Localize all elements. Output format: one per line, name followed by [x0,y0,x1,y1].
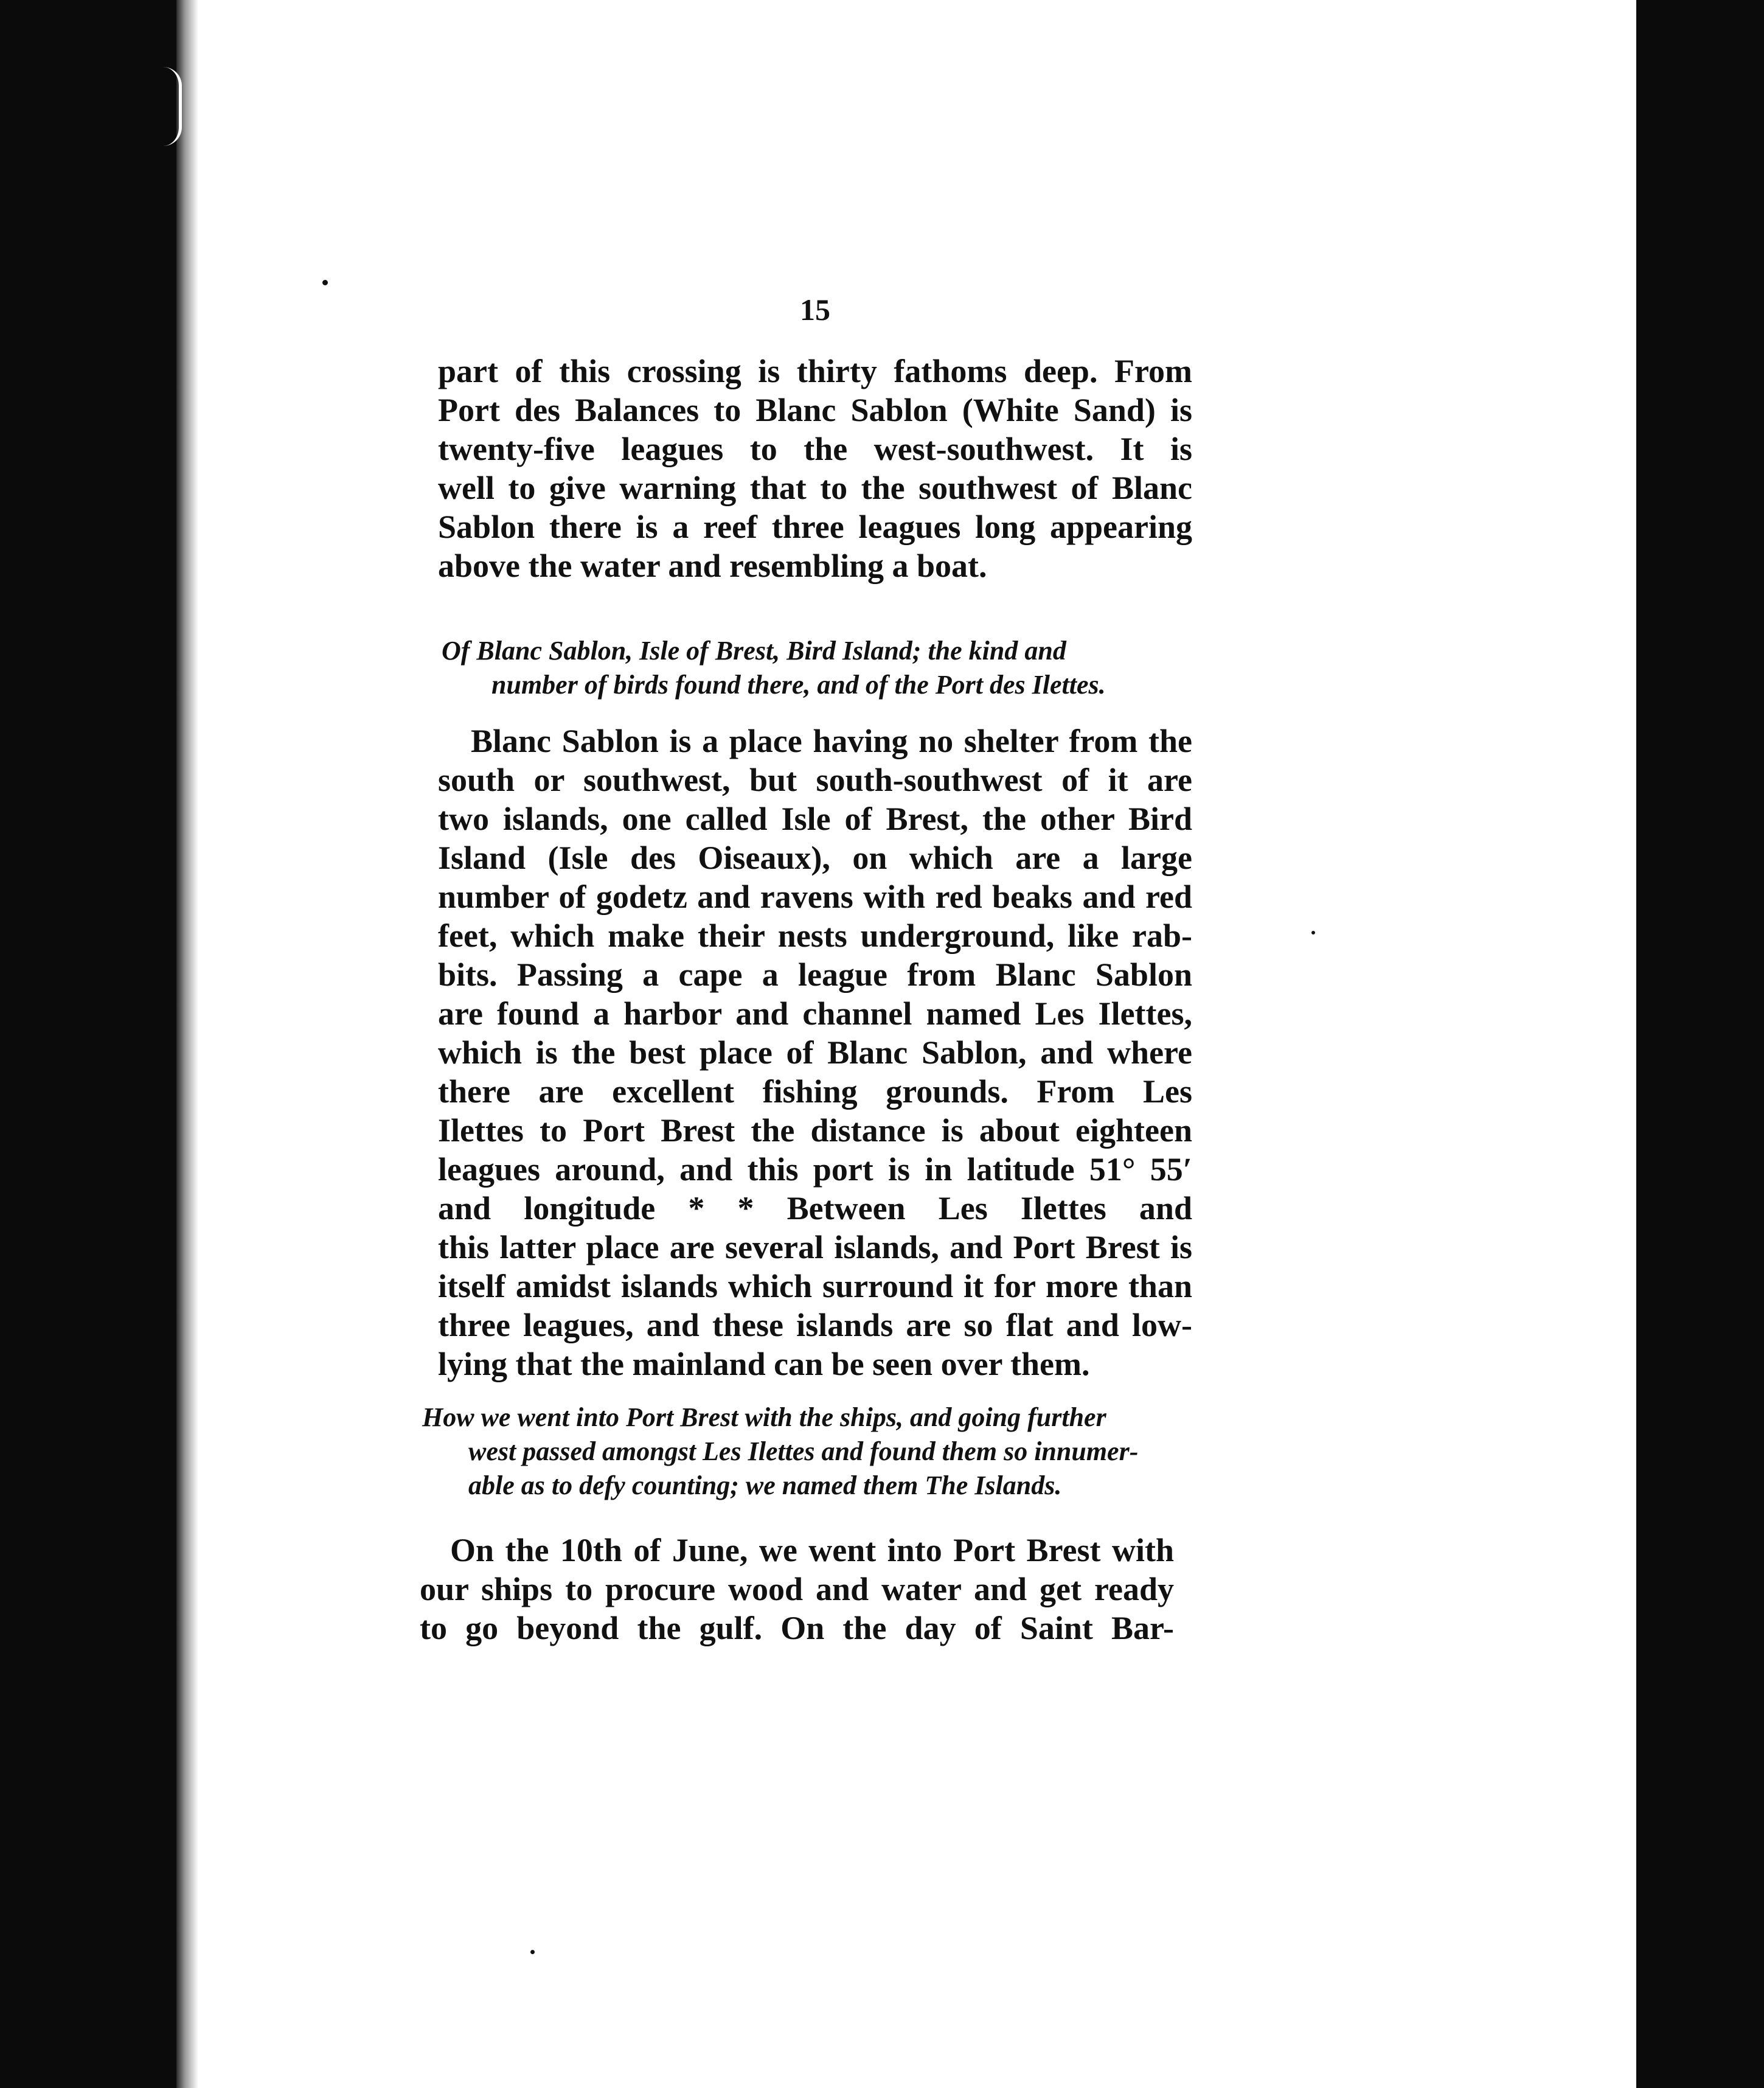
text-line: our ships to procure wood and water and get ready [420,1571,1174,1607]
text-line: On the 10th of June, we went into Port Brest with [450,1532,1174,1568]
text-line: lying that the mainland can be seen over them. [438,1346,1090,1382]
text-line: well to give warning that to the southwest of Blanc [438,470,1192,506]
left-page-edge [0,0,198,2088]
text-line: three leagues, and these islands are so flat and low- [438,1307,1192,1343]
text-line: above the water and resembling a boat. [438,548,987,584]
text-line: leagues around, and this port is in latitude 51° 55′ [438,1151,1192,1188]
facing-page-bracket [163,67,182,146]
text-line: which is the best place of Blanc Sablon, and where [438,1034,1192,1071]
text-line: twenty-five leagues to the west-southwest. It is [438,431,1192,467]
text-line: and longitude * * Between Les Ilettes and [438,1190,1192,1227]
left-dark-margin [0,0,176,2088]
text-line: feet, which make their nests underground, like rab- [438,917,1192,954]
text-line: Ilettes to Port Brest the distance is about eighteen [438,1112,1192,1149]
text-line: Port des Balances to Blanc Sablon (White Sand) is [438,392,1192,428]
text-line: Sablon there is a reef three leagues long appearing [438,509,1192,545]
ink-speck [1311,931,1315,934]
right-page-edge [1636,0,1764,2088]
ink-speck [530,1950,535,1954]
page-number: 15 [800,293,830,327]
text-line: this latter place are several islands, and Port Brest is [438,1229,1192,1265]
book-gutter [176,0,198,2088]
heading-line: west passed amongst Les Ilettes and found them so innumer- [468,1436,1139,1466]
paragraph-2 [438,722,1192,1383]
ink-speck [322,280,328,285]
section-heading-1 [442,634,1106,702]
text-line: number of godetz and ravens with red beaks and red [438,879,1192,915]
text-line: part of this crossing is thirty fathoms deep. From [438,353,1192,389]
paragraph-1 [438,352,1192,585]
paragraph-3 [420,1531,1174,1648]
text-line: itself amidst islands which surround it for more than [438,1268,1192,1304]
text-line: south or southwest, but south-southwest of it are [438,762,1192,798]
heading-line: Of Blanc Sablon, Isle of Brest, Bird Island; the kind and [442,636,1066,666]
section-heading-2 [422,1401,1138,1503]
text-line: two islands, one called Isle of Brest, the other Bird [438,801,1192,837]
heading-line: able as to defy counting; we named them The Islands. [468,1470,1062,1500]
text-line: to go beyond the gulf. On the day of Saint Bar- [420,1610,1174,1646]
text-line: bits. Passing a cape a league from Blanc Sablon [438,956,1192,993]
text-line: there are excellent fishing grounds. From Les [438,1073,1192,1110]
text-line: are found a harbor and channel named Les Ilettes, [438,995,1192,1032]
text-line: Blanc Sablon is a place having no shelter from the [471,723,1192,759]
heading-line: How we went into Port Brest with the ships, and going further [422,1402,1106,1432]
heading-line: number of birds found there, and of the Port des Ilettes. [491,670,1106,700]
text-line: Island (Isle des Oiseaux), on which are a large [438,840,1192,876]
